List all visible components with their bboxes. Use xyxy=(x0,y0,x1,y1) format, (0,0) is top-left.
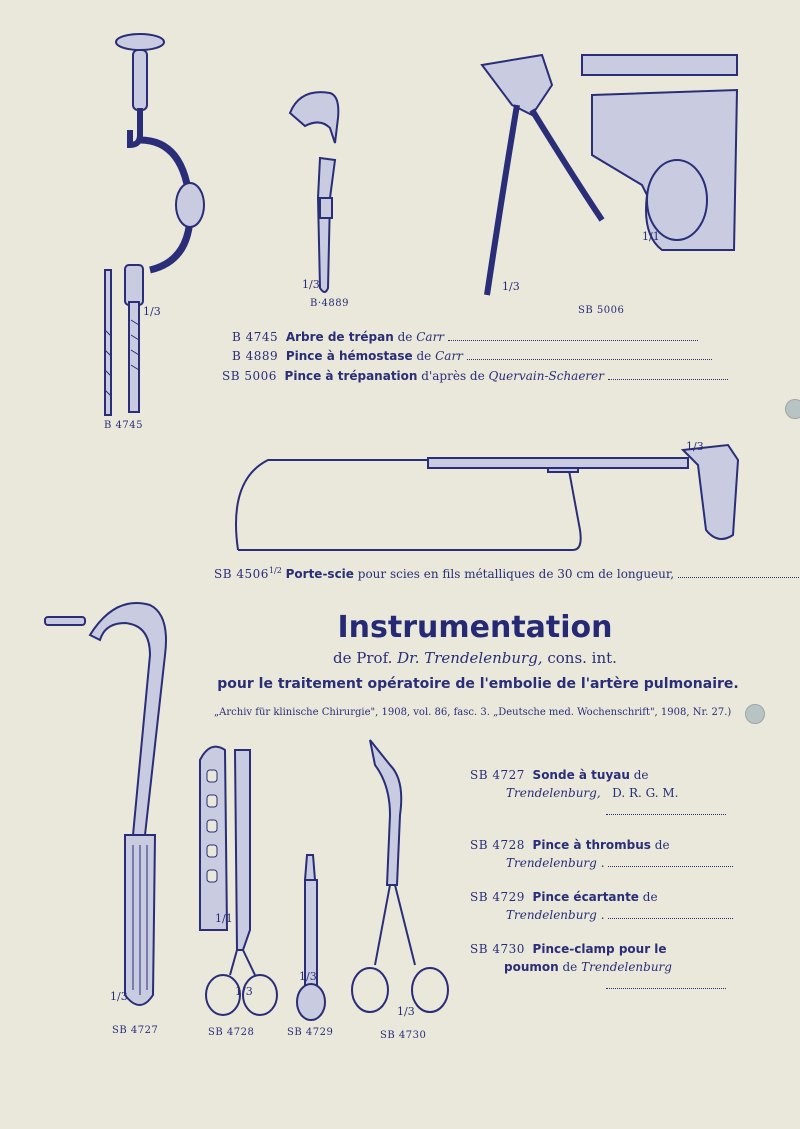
bottom-list-name: Pince écartante xyxy=(532,890,639,904)
bottom-list-prep: de xyxy=(642,890,658,904)
punch-hole-lower xyxy=(745,704,765,724)
subtitle-author: Dr. Trendelenburg, xyxy=(397,649,543,667)
bottom-list-code: SB 4730 xyxy=(470,942,525,956)
sb4730-scale: 1/3 xyxy=(397,1005,415,1018)
hemostat-illustration xyxy=(280,88,360,298)
bottom-list-item-sb4728 xyxy=(470,836,733,872)
sb4728-scale-detail: 1/1 xyxy=(215,912,233,925)
brace-drill-illustration xyxy=(95,30,225,420)
bottom-list-item-sb4730 xyxy=(470,940,726,994)
tube-probe-illustration xyxy=(45,595,175,1020)
fill-dots xyxy=(608,910,733,919)
saw-holder-illustration xyxy=(228,420,768,565)
top-list-prep: de xyxy=(416,349,432,363)
sb4728-label: SB 4728 xyxy=(208,1027,255,1038)
bottom-list-author: Trendelenburg, xyxy=(506,786,601,800)
b4889-label: B·4889 xyxy=(310,298,349,309)
bottom-list-extra: D. R. G. M. xyxy=(612,786,679,800)
top-list-code: B 4889 xyxy=(232,349,279,363)
top-list-code: B 4745 xyxy=(232,330,279,344)
bottom-list-prep: de xyxy=(633,768,649,782)
saw-name: Porte-scie xyxy=(285,567,354,581)
fill-dots xyxy=(608,371,728,380)
bottom-list-name: Sonde à tuyau xyxy=(532,768,630,782)
bottom-list-code: SB 4727 xyxy=(470,768,525,782)
bottom-list-item-sb4729 xyxy=(470,888,733,924)
top-list-prep: de xyxy=(397,330,413,344)
saw-fraction: 1/2 xyxy=(268,566,282,575)
bottom-list-code: SB 4729 xyxy=(470,890,525,904)
spreading-forceps-illustration xyxy=(285,850,335,1025)
sb4727-scale: 1/3 xyxy=(110,990,128,1003)
sb4730-label: SB 4730 xyxy=(380,1030,427,1041)
bottom-list-code: SB 4728 xyxy=(470,838,525,852)
top-list-name: Pince à hémostase xyxy=(285,349,413,363)
bottom-list-prep: de xyxy=(562,960,578,974)
bottom-list-extra: . xyxy=(600,908,605,922)
bottom-list-name-line2: poumon xyxy=(504,960,559,974)
fill-dots xyxy=(678,569,800,578)
sb5006-label: SB 5006 xyxy=(578,305,625,316)
top-list-name: Arbre de trépan xyxy=(285,330,394,344)
bottom-list-author: Trendelenburg xyxy=(506,908,597,922)
sb4506-scale: 1/3 xyxy=(686,440,704,453)
saw-desc: pour scies en fils métalliques de 30 cm de longueur, xyxy=(357,567,675,581)
sb4728-scale-main: 1/3 xyxy=(235,985,253,998)
b4745-label: B 4745 xyxy=(104,420,143,431)
sb4727-label: SB 4727 xyxy=(112,1025,159,1036)
top-list-code: SB 5006 xyxy=(222,369,277,383)
fill-dots xyxy=(606,806,726,815)
top-list-author: Carr xyxy=(416,330,445,344)
section-references: „Archiv für klinische Chirurgie", 1908, vol. 86, fasc. 3. „Deutsche med. Wochenschrift", 1908, Nr. 27.) xyxy=(214,707,732,718)
sb4729-scale: 1/3 xyxy=(299,970,317,983)
top-list-prep: d'après de xyxy=(421,369,485,383)
sb4729-label: SB 4729 xyxy=(287,1027,334,1038)
top-list-author: Quervain-Schaerer xyxy=(488,369,605,383)
fill-dots xyxy=(467,351,712,360)
bottom-list-prep: de xyxy=(654,838,670,852)
bottom-list-author: Trendelenburg xyxy=(506,856,597,870)
top-list-name: Pince à trépanation xyxy=(284,369,418,383)
bottom-list-name: Pince-clamp pour le xyxy=(532,942,667,956)
saw-holder-entry xyxy=(214,566,800,581)
punch-hole-upper xyxy=(785,399,800,419)
bottom-list-name: Pince à thrombus xyxy=(532,838,651,852)
fill-dots xyxy=(608,858,733,867)
subtitle-suffix: cons. int. xyxy=(547,649,617,667)
top-list-author: Carr xyxy=(435,349,463,363)
thrombus-forceps-illustration xyxy=(195,740,285,1020)
section-purpose: pour le traitement opératoire de l'embolie de l'artère pulmonaire. xyxy=(217,676,739,692)
top-list-item-b4889 xyxy=(232,349,712,363)
bottom-list-extra: . xyxy=(600,856,605,870)
sb5006-scale-main: 1/3 xyxy=(502,280,520,293)
top-list-item-b4745 xyxy=(232,330,698,344)
bottom-list-author: Trendelenburg xyxy=(581,960,672,974)
subtitle-prefix: de Prof. xyxy=(333,649,393,667)
b4889-scale: 1/3 xyxy=(302,278,320,291)
trephine-forceps-illustration xyxy=(472,45,742,305)
fill-dots xyxy=(606,980,726,989)
fill-dots xyxy=(448,332,698,341)
bottom-list-item-sb4727 xyxy=(470,766,726,820)
section-title: Instrumentation xyxy=(337,610,613,645)
b4745-scale: 1/3 xyxy=(143,305,161,318)
lung-clamp-illustration xyxy=(345,735,460,1030)
sb5006-scale-jaw: 1/1 xyxy=(642,230,660,243)
saw-code: SB 4506 xyxy=(214,567,269,581)
top-list-item-sb5006 xyxy=(222,369,728,383)
